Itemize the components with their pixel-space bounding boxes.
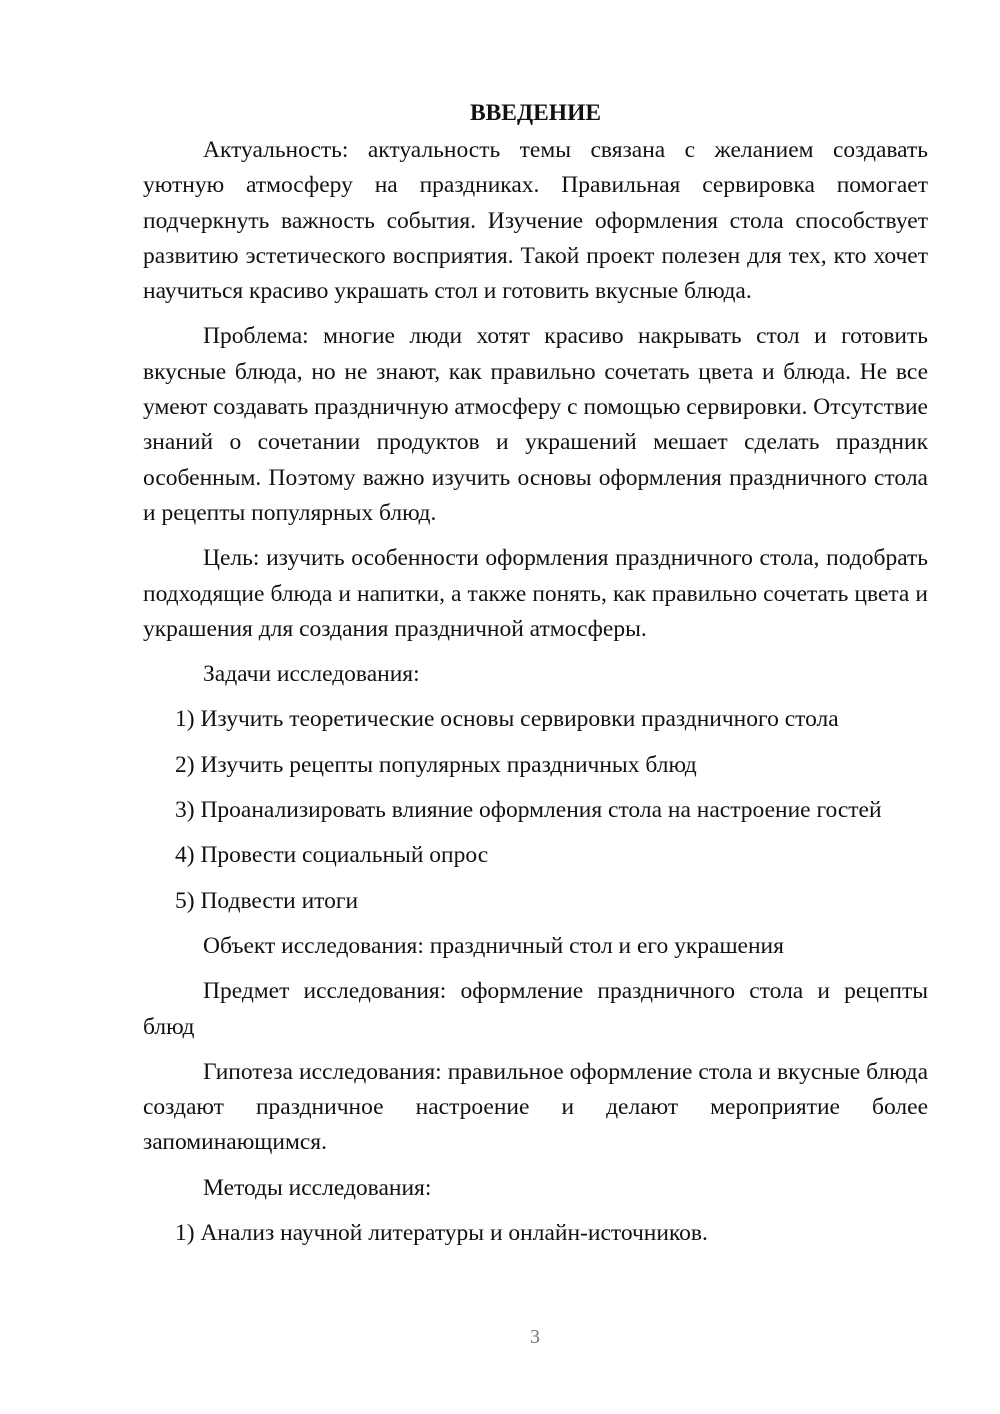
task-item: 4) Провести социальный опрос [175,842,489,869]
methods-heading: Методы исследования: [203,1174,432,1201]
problem-paragraph: Проблема: многие люди хотят красиво накрывать стол и готовить вкусные блюда, но не знают, как правильно сочетать цвета и блюда. Не все умеют создавать праздничную атмосферу с помощью сервировки. Отсутствие знаний о сочетании продуктов и украшений мешает сделать праздник особенным. Поэтому важно изучить основы оформления праздничного стола и рецепты популярных блюд. [143,323,928,526]
subject-paragraph: Предмет исследования: оформление праздничного стола и рецепты блюд [143,978,928,1040]
page-number: 3 [530,1326,540,1348]
task-item: 3) Проанализировать влияние оформления стола на настроение гостей [175,797,882,824]
tasks-heading: Задачи исследования: [203,661,420,688]
method-item: 1) Анализ научной литературы и онлайн-источников. [175,1220,708,1247]
task-item: 1) Изучить теоретические основы сервировки праздничного стола [175,706,839,733]
page-content [143,96,928,1261]
task-item: 5) Подвести итоги [175,887,359,914]
relevance-paragraph: Актуальность: актуальность темы связана с желанием создавать уютную атмосферу на праздниках. Правильная сервировка помогает подчеркнуть важность события. Изучение оформления стола способствует развитию эстетического восприятия. Такой проект полезен для тех, кто хочет научиться красиво украшать стол и готовить вкусные блюда. [143,137,928,305]
goal-paragraph: Цель: изучить особенности оформления праздничного стола, подобрать подходящие блюда и напитки, а также понять, как правильно сочетать цвета и украшения для создания праздничной атмосферы. [143,545,928,642]
object-paragraph: Объект исследования: праздничный стол и его украшения [203,932,784,959]
hypothesis-paragraph: Гипотеза исследования: правильное оформление стола и вкусные блюда создают праздничное настроение и делают мероприятие более запоминающимся. [143,1058,928,1156]
task-item: 2) Изучить рецепты популярных праздничных блюд [175,751,697,778]
section-heading: ВВЕДЕНИЕ [469,100,602,126]
